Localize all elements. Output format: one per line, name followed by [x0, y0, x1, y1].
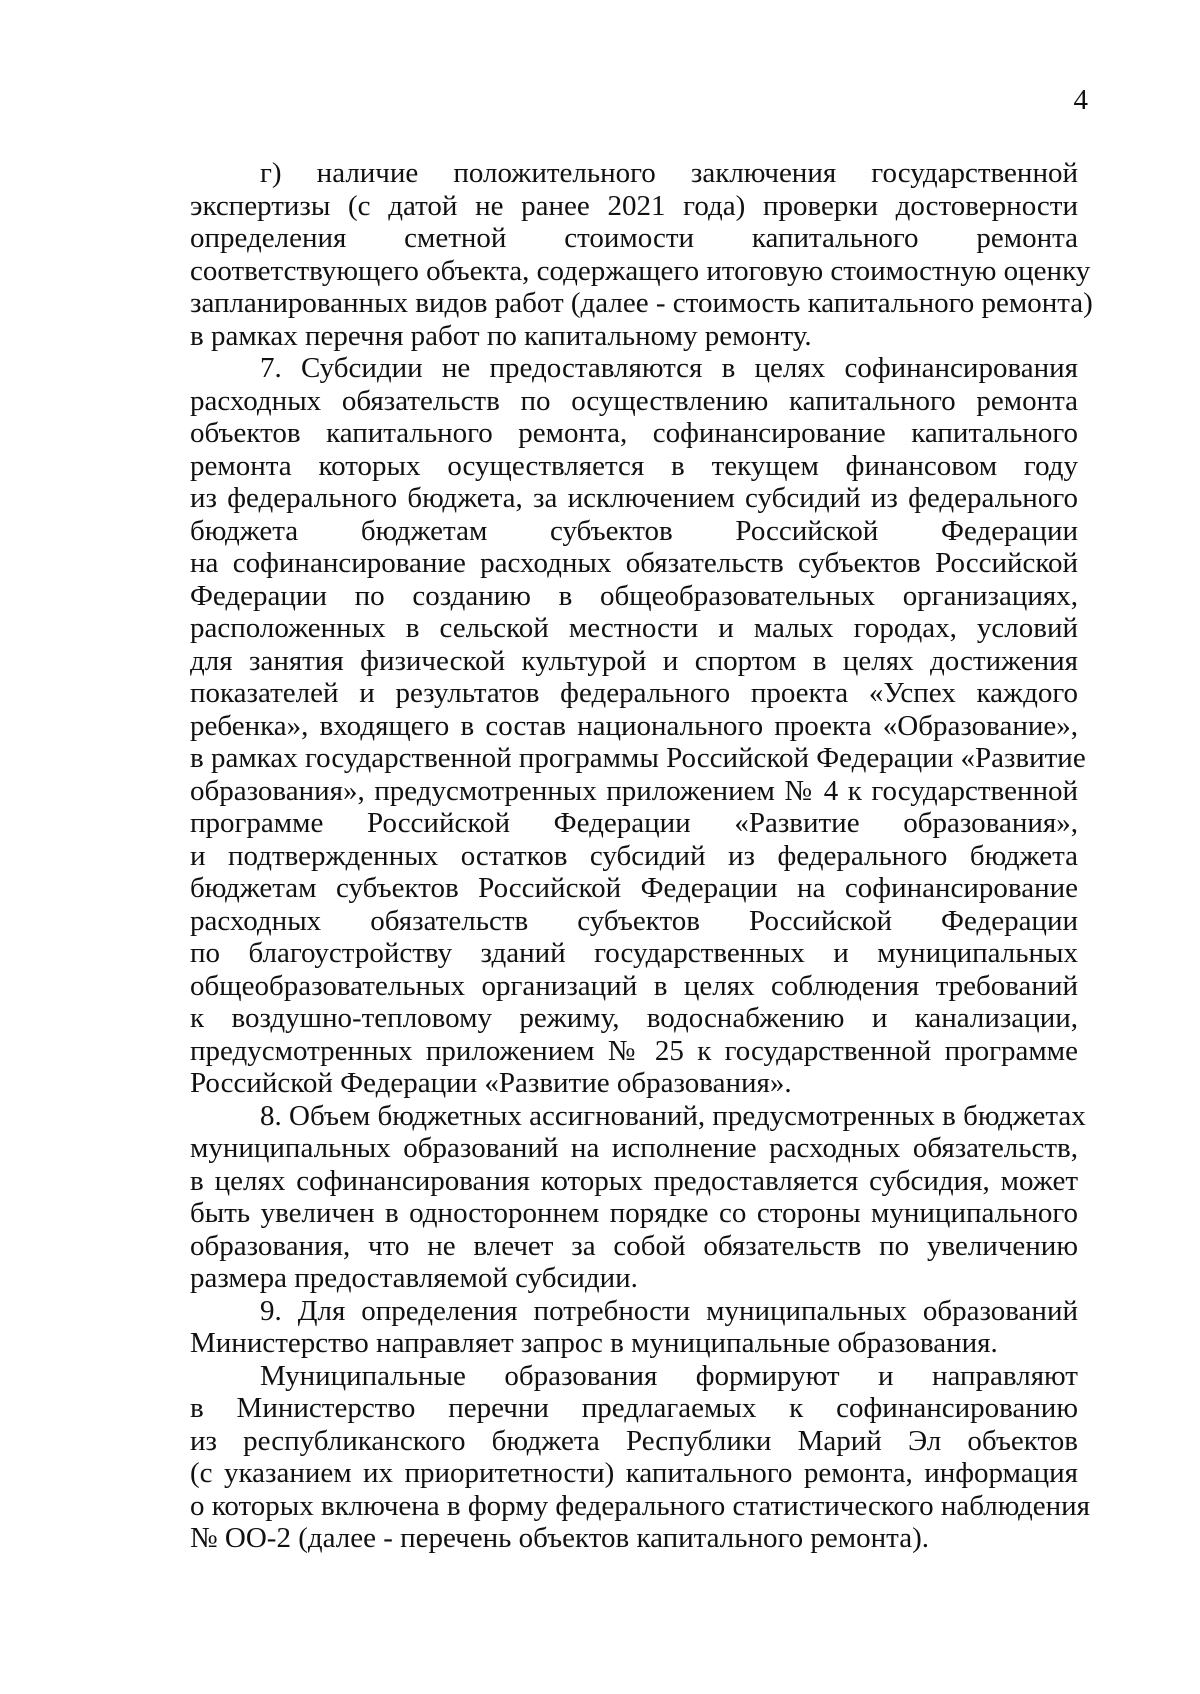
text-line: г) наличие положительного заключения государственной	[260, 157, 1078, 189]
text-line: бюджета бюджетам субъектов Российской Федерации	[190, 514, 1078, 547]
text-line: Министерство направляет запрос в муниципальные образования.	[190, 1327, 998, 1359]
text-line: для занятия физической культурой и спортом в целях достижения	[190, 644, 1078, 677]
text-line: 7. Субсидии не предоставляются в целях софинансирования	[260, 352, 1078, 384]
text-line: в целях софинансирования которых предоставляется субсидия, может	[190, 1164, 1078, 1197]
text-line: объектов капитального ремонта, софинансирование капитального	[190, 417, 1078, 449]
text-line: и подтвержденных остатков субсидий из федерального бюджета	[190, 839, 1078, 872]
text-line: к воздушно-тепловому режиму, водоснабжению и канализации,	[190, 1002, 1078, 1034]
text-line: общеобразовательных организаций в целях соблюдения требований	[190, 969, 1078, 1002]
text-line: по благоустройству зданий государственных и муниципальных	[190, 937, 1078, 969]
text-line: предусмотренных приложением № 25 к государственной программе	[190, 1034, 1078, 1067]
text-line: расходных обязательств по осуществлению капитального ремонта	[190, 384, 1078, 417]
text-line: экспертизы (с датой не ранее 2021 года) проверки достоверности	[190, 189, 1078, 222]
text-line: ремонта которых осуществляется в текущем финансовом году	[190, 449, 1078, 482]
text-line: в Министерство перечни предлагаемых к софинансированию	[190, 1392, 1078, 1424]
text-line: бюджетам субъектов Российской Федерации на софинансирование	[190, 872, 1078, 904]
text-line: расходных обязательств субъектов Российской Федерации	[190, 904, 1078, 937]
text-line: № ОО-2 (далее - перечень объектов капитального ремонта).	[190, 1522, 929, 1554]
text-line: в рамках перечня работ по капитальному ремонту.	[190, 319, 812, 352]
document-body	[190, 157, 1093, 1555]
text-line: Муниципальные образования формируют и направляют	[260, 1359, 1078, 1392]
text-line: из республиканского бюджета Республики Марий Эл объектов	[190, 1424, 1078, 1457]
text-line: размера предоставляемой субсидии.	[190, 1262, 638, 1294]
text-line: из федерального бюджета, за исключением субсидий из федерального	[190, 482, 1078, 514]
text-line: образования, что не влечет за собой обязательств по увеличению	[190, 1229, 1078, 1262]
text-line: определения сметной стоимости капитального ремонта	[190, 222, 1078, 254]
text-line: образования», предусмотренных приложением № 4 к государственной	[190, 774, 1078, 807]
text-line: (с указанием их приоритетности) капитального ремонта, информация	[190, 1457, 1078, 1489]
text-line: в рамках государственной программы Российской Федерации «Развитие	[190, 742, 1086, 774]
text-line: показателей и результатов федерального проекта «Успех каждого	[190, 677, 1078, 709]
text-line: запланированных видов работ (далее - стоимость капитального ремонта)	[190, 287, 1093, 319]
text-line: ребенка», входящего в состав национального проекта «Образование»,	[190, 709, 1078, 742]
text-line: 8. Объем бюджетных ассигнований, предусмотренных в бюджетах	[260, 1099, 1086, 1132]
text-line: о которых включена в форму федерального статистического наблюдения	[190, 1489, 1090, 1522]
text-line: 9. Для определения потребности муниципальных образований	[260, 1294, 1078, 1327]
text-line: быть увеличен в одностороннем порядке со стороны муниципального	[190, 1197, 1078, 1229]
text-line: Федерации по созданию в общеобразовательных организациях,	[190, 579, 1078, 612]
text-line: расположенных в сельской местности и малых городах, условий	[190, 612, 1078, 644]
text-line: Российской Федерации «Развитие образования».	[190, 1067, 792, 1099]
text-line: муниципальных образований на исполнение расходных обязательств,	[190, 1132, 1078, 1164]
page-number: 4	[1073, 84, 1088, 116]
text-line: на софинансирование расходных обязательств субъектов Российской	[190, 547, 1078, 579]
text-line: программе Российской Федерации «Развитие образования»,	[190, 807, 1078, 839]
text-line: соответствующего объекта, содержащего итоговую стоимостную оценку	[190, 254, 1091, 287]
